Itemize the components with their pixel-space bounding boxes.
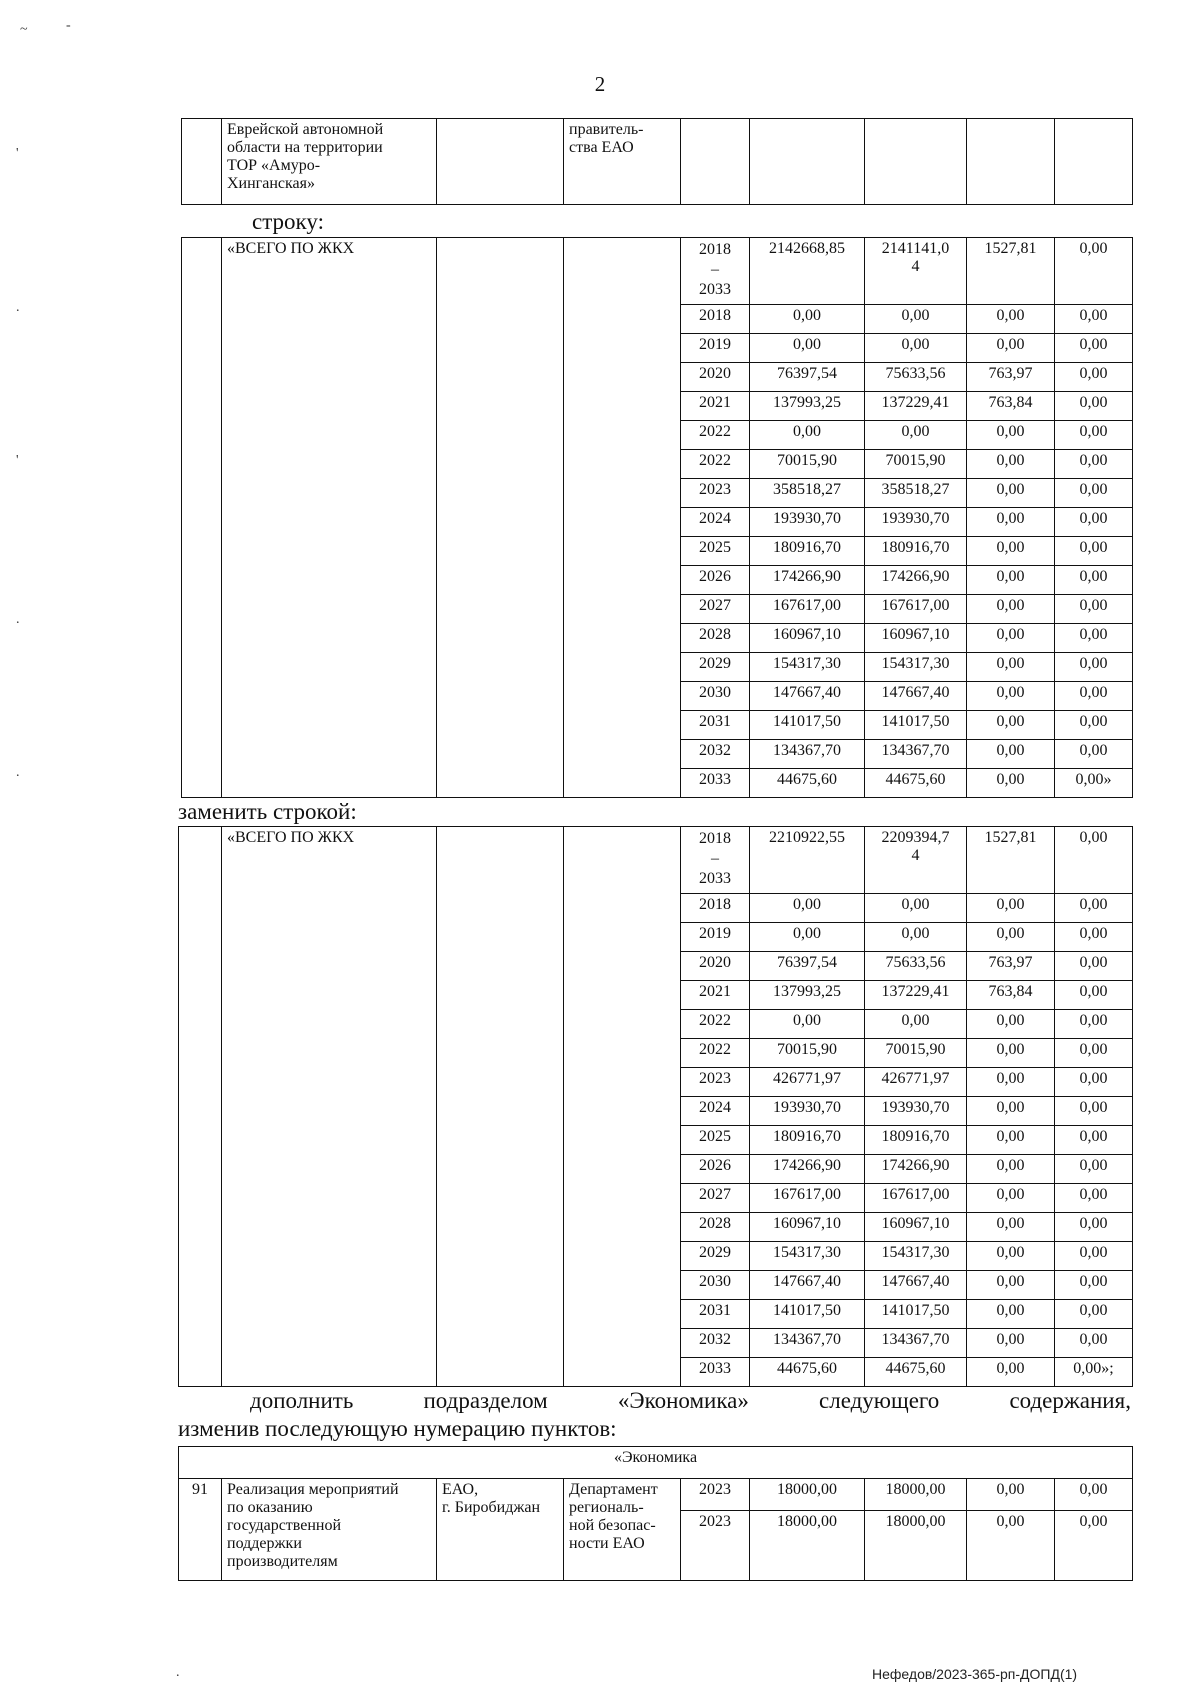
value-cell: 180916,70 — [750, 1126, 865, 1155]
place-cell — [437, 827, 564, 1387]
value-cell: 0,00 — [967, 1184, 1055, 1213]
value-cell: 0,00 — [1055, 923, 1133, 952]
value-cell: 0,00 — [750, 1010, 865, 1039]
scan-mark: . — [176, 1665, 180, 1680]
year-cell: 2027 — [681, 595, 750, 624]
year-cell: 2021 — [681, 392, 750, 421]
value-cell: 141017,50 — [865, 1300, 967, 1329]
value-part: 4 — [911, 847, 920, 864]
value-cell: 180916,70 — [865, 537, 967, 566]
value-cell: 0,00 — [967, 1126, 1055, 1155]
value-cell: 0,00 — [865, 1010, 967, 1039]
value-cell: 0,00 — [967, 334, 1055, 363]
addition-first-line — [178, 1387, 1131, 1415]
year-from: 2018 — [699, 830, 731, 847]
value-cell: 76397,54 — [750, 952, 865, 981]
value-cell — [967, 119, 1055, 205]
scan-mark: ~ — [20, 22, 28, 37]
year-cell: 2022 — [681, 450, 750, 479]
value-cell: 0,00 — [865, 421, 967, 450]
value-cell: 0,00 — [1055, 305, 1133, 334]
place-line: ЕАО, — [442, 1481, 479, 1498]
value-cell: 0,00 — [967, 450, 1055, 479]
value-cell: 0,00 — [1055, 894, 1133, 923]
executor-cell — [564, 238, 681, 798]
total-value-cell: 2142668,85 — [750, 238, 865, 305]
value-cell: 167617,00 — [750, 1184, 865, 1213]
total-value-cell: 0,00 — [1055, 238, 1133, 305]
scan-mark: ' — [16, 453, 19, 468]
value-cell: 180916,70 — [750, 537, 865, 566]
value-cell: 70015,90 — [865, 450, 967, 479]
scan-mark: . — [16, 765, 20, 780]
place-cell — [437, 1479, 564, 1581]
year-cell: 2023 — [681, 1479, 750, 1511]
value-cell: 0,00 — [967, 1479, 1055, 1511]
block-title: «ВСЕГО ПО ЖКХ — [227, 240, 355, 257]
value-cell: 0,00 — [967, 740, 1055, 769]
value-cell: 0,00 — [967, 711, 1055, 740]
year-cell: 2022 — [681, 1010, 750, 1039]
year-to: 2033 — [699, 870, 731, 887]
value-cell: 0,00 — [1055, 1184, 1133, 1213]
value-part: 2141141,0 — [881, 240, 950, 257]
value-cell: 0,00 — [967, 653, 1055, 682]
value-part: 4 — [911, 258, 920, 275]
footer-code: Нефедов/2023-365-рп-ДОПД(1) — [872, 1666, 1078, 1682]
value-cell: 0,00 — [1055, 1300, 1133, 1329]
value-cell: 0,00 — [1055, 566, 1133, 595]
year-range-cell — [681, 238, 750, 305]
year-cell: 2019 — [681, 923, 750, 952]
section-title: «Экономика — [179, 1447, 1133, 1479]
value-cell: 426771,97 — [750, 1068, 865, 1097]
value-cell: 763,97 — [967, 952, 1055, 981]
year-dash: – — [711, 850, 719, 867]
value-cell: 193930,70 — [750, 1097, 865, 1126]
executor-line: региональ- — [569, 1499, 644, 1516]
value-cell: 0,00 — [865, 923, 967, 952]
value-cell: 0,00 — [865, 894, 967, 923]
year-cell: 2031 — [681, 1300, 750, 1329]
value-cell: 0,00 — [1055, 1511, 1133, 1581]
old-total-table — [181, 237, 1133, 798]
value-cell: 0,00 — [1055, 392, 1133, 421]
value-cell: 44675,60 — [865, 1358, 967, 1387]
value-cell: 18000,00 — [865, 1479, 967, 1511]
continuation-row — [182, 119, 1133, 205]
year-cell: 2022 — [681, 421, 750, 450]
value-cell: 0,00 — [1055, 363, 1133, 392]
value-cell: 154317,30 — [865, 653, 967, 682]
year-cell: 2032 — [681, 740, 750, 769]
value-cell: 0,00 — [1055, 334, 1133, 363]
value-cell — [750, 119, 865, 205]
name-cell — [222, 827, 437, 1387]
value-cell: 0,00 — [967, 894, 1055, 923]
value-cell: 167617,00 — [865, 1184, 967, 1213]
value-cell: 174266,90 — [865, 1155, 967, 1184]
value-cell: 141017,50 — [865, 711, 967, 740]
value-cell: 18000,00 — [750, 1511, 865, 1581]
value-cell: 0,00 — [967, 1068, 1055, 1097]
value-cell: 0,00 — [967, 421, 1055, 450]
value-cell: 0,00 — [1055, 682, 1133, 711]
year-cell: 2032 — [681, 1329, 750, 1358]
value-cell: 147667,40 — [750, 1271, 865, 1300]
value-part: 2209394,7 — [881, 829, 950, 846]
value-cell: 147667,40 — [750, 682, 865, 711]
word: «Экономика» — [617, 1388, 749, 1413]
word: содержания, — [1009, 1388, 1131, 1413]
name-line: Хинганская» — [227, 175, 315, 192]
value-cell: 0,00 — [1055, 1039, 1133, 1068]
value-cell: 0,00 — [1055, 653, 1133, 682]
value-cell: 0,00» — [1055, 769, 1133, 798]
value-cell: 167617,00 — [865, 595, 967, 624]
value-cell: 0,00 — [1055, 537, 1133, 566]
value-cell: 763,84 — [967, 392, 1055, 421]
year-cell: 2026 — [681, 1155, 750, 1184]
value-cell: 160967,10 — [750, 624, 865, 653]
addition-second-line: изменив последующую нумерацию пунктов: — [178, 1416, 617, 1441]
value-cell: 0,00 — [1055, 952, 1133, 981]
value-cell: 0,00 — [967, 1010, 1055, 1039]
year-to: 2033 — [699, 281, 731, 298]
value-cell: 0,00 — [1055, 1126, 1133, 1155]
scan-mark: ' — [16, 146, 19, 161]
total-row — [179, 827, 1133, 894]
addition-paragraph — [178, 1387, 1131, 1443]
year-cell: 2031 — [681, 711, 750, 740]
page-number: 2 — [594, 72, 606, 96]
value-cell: 193930,70 — [865, 1097, 967, 1126]
value-cell: 76397,54 — [750, 363, 865, 392]
value-cell: 70015,90 — [750, 450, 865, 479]
word: следующего — [819, 1388, 940, 1413]
value-cell: 154317,30 — [865, 1242, 967, 1271]
name-line: поддержки — [227, 1535, 302, 1552]
intro-new: заменить строкой: — [178, 799, 357, 824]
total-row — [182, 238, 1133, 305]
value-cell: 0,00 — [750, 923, 865, 952]
value-cell: 193930,70 — [865, 508, 967, 537]
economy-table — [178, 1446, 1133, 1581]
value-cell: 134367,70 — [750, 1329, 865, 1358]
year-cell: 2022 — [681, 1039, 750, 1068]
continuation-table — [181, 118, 1133, 205]
value-cell: 0,00 — [967, 508, 1055, 537]
value-cell: 0,00 — [967, 595, 1055, 624]
value-cell: 174266,90 — [750, 566, 865, 595]
name-line: Реализация мероприятий — [227, 1481, 399, 1498]
value-cell: 0,00 — [967, 923, 1055, 952]
value-cell: 147667,40 — [865, 682, 967, 711]
value-cell: 0,00 — [1055, 421, 1133, 450]
value-cell: 75633,56 — [865, 952, 967, 981]
value-cell: 0,00 — [1055, 1097, 1133, 1126]
value-cell: 154317,30 — [750, 1242, 865, 1271]
value-cell: 0,00 — [1055, 1155, 1133, 1184]
year-cell: 2024 — [681, 508, 750, 537]
place-cell — [437, 119, 564, 205]
year-cell: 2020 — [681, 363, 750, 392]
year-cell: 2018 — [681, 305, 750, 334]
scan-mark: - — [66, 18, 71, 33]
value-cell — [865, 119, 967, 205]
total-value-cell: 1527,81 — [967, 827, 1055, 894]
new-total-table — [178, 826, 1133, 1387]
year-cell: 2021 — [681, 981, 750, 1010]
value-cell: 141017,50 — [750, 1300, 865, 1329]
value-cell: 0,00 — [967, 1155, 1055, 1184]
value-cell: 137229,41 — [865, 981, 967, 1010]
value-cell: 180916,70 — [865, 1126, 967, 1155]
year-cell: 2026 — [681, 566, 750, 595]
executor-line: ности ЕАО — [569, 1535, 645, 1552]
year-cell: 2029 — [681, 653, 750, 682]
name-line: области на территории — [227, 139, 383, 156]
total-value-cell — [865, 238, 967, 305]
value-cell: 137229,41 — [865, 392, 967, 421]
year-cell: 2033 — [681, 769, 750, 798]
value-cell: 0,00 — [865, 305, 967, 334]
value-cell: 0,00 — [1055, 1479, 1133, 1511]
item-number: 91 — [179, 1479, 222, 1581]
value-cell: 0,00 — [967, 1097, 1055, 1126]
value-cell: 0,00 — [967, 624, 1055, 653]
value-cell: 0,00 — [1055, 1271, 1133, 1300]
executor-cell — [564, 1479, 681, 1581]
place-line: г. Биробиджан — [442, 1499, 541, 1516]
executor-cell — [564, 119, 681, 205]
year-cell: 2028 — [681, 1213, 750, 1242]
block-title: «ВСЕГО ПО ЖКХ — [227, 829, 355, 846]
value-cell: 0,00 — [967, 566, 1055, 595]
name-line: производителям — [227, 1553, 338, 1570]
value-cell: 0,00 — [1055, 711, 1133, 740]
value-cell: 134367,70 — [865, 740, 967, 769]
value-cell: 0,00 — [1055, 508, 1133, 537]
value-cell: 0,00 — [750, 894, 865, 923]
value-cell: 137993,25 — [750, 392, 865, 421]
value-cell: 160967,10 — [750, 1213, 865, 1242]
word: дополнить — [250, 1388, 354, 1413]
intro-old: строку: — [252, 209, 324, 234]
name-cell — [222, 238, 437, 798]
executor-line: Департамент — [569, 1481, 658, 1498]
executor-line: ства ЕАО — [569, 139, 634, 156]
value-cell: 358518,27 — [750, 479, 865, 508]
value-cell: 0,00 — [865, 334, 967, 363]
value-cell: 0,00 — [750, 305, 865, 334]
name-line: государственной — [227, 1517, 342, 1534]
value-cell: 0,00 — [1055, 450, 1133, 479]
year-cell: 2020 — [681, 952, 750, 981]
year-cell: 2024 — [681, 1097, 750, 1126]
value-cell: 44675,60 — [865, 769, 967, 798]
value-cell: 134367,70 — [865, 1329, 967, 1358]
year-from: 2018 — [699, 241, 731, 258]
word: подразделом — [423, 1388, 548, 1413]
value-cell: 0,00 — [1055, 1010, 1133, 1039]
executor-cell — [564, 827, 681, 1387]
value-cell: 174266,90 — [865, 566, 967, 595]
value-cell: 426771,97 — [865, 1068, 967, 1097]
value-cell: 0,00 — [967, 682, 1055, 711]
year-cell: 2033 — [681, 1358, 750, 1387]
place-cell — [437, 238, 564, 798]
value-cell: 174266,90 — [750, 1155, 865, 1184]
value-cell: 0,00 — [1055, 1068, 1133, 1097]
year-cell: 2027 — [681, 1184, 750, 1213]
total-value-cell: 2210922,55 — [750, 827, 865, 894]
value-cell: 0,00 — [967, 1213, 1055, 1242]
value-cell: 137993,25 — [750, 981, 865, 1010]
value-cell: 18000,00 — [865, 1511, 967, 1581]
value-cell: 0,00 — [1055, 1213, 1133, 1242]
value-cell: 0,00 — [1055, 1242, 1133, 1271]
value-cell: 0,00 — [967, 1242, 1055, 1271]
number-cell — [182, 119, 222, 205]
name-line: ТОР «Амуро- — [227, 157, 321, 174]
value-cell: 0,00 — [967, 1329, 1055, 1358]
value-cell: 154317,30 — [750, 653, 865, 682]
executor-line: правитель- — [569, 121, 644, 138]
value-cell: 70015,90 — [865, 1039, 967, 1068]
year-cell: 2023 — [681, 479, 750, 508]
value-cell: 0,00 — [1055, 595, 1133, 624]
year-cell: 2029 — [681, 1242, 750, 1271]
year-cell: 2018 — [681, 894, 750, 923]
value-cell: 160967,10 — [865, 624, 967, 653]
year-cell: 2030 — [681, 1271, 750, 1300]
total-value-cell: 1527,81 — [967, 238, 1055, 305]
name-cell — [222, 1479, 437, 1581]
total-value-cell — [865, 827, 967, 894]
total-value-cell: 0,00 — [1055, 827, 1133, 894]
year-cell: 2023 — [681, 1511, 750, 1581]
value-cell: 0,00 — [967, 1271, 1055, 1300]
year-cell: 2028 — [681, 624, 750, 653]
value-cell: 0,00 — [967, 479, 1055, 508]
executor-line: ной безопас- — [569, 1517, 656, 1534]
year-cell: 2025 — [681, 1126, 750, 1155]
value-cell: 141017,50 — [750, 711, 865, 740]
value-cell: 0,00 — [967, 1358, 1055, 1387]
value-cell: 0,00 — [967, 1300, 1055, 1329]
value-cell: 193930,70 — [750, 508, 865, 537]
scan-mark: . — [16, 300, 20, 315]
value-cell: 44675,60 — [750, 769, 865, 798]
value-cell — [1055, 119, 1133, 205]
number-cell — [182, 238, 222, 798]
value-cell: 763,97 — [967, 363, 1055, 392]
value-cell: 70015,90 — [750, 1039, 865, 1068]
year-range-cell — [681, 827, 750, 894]
value-cell: 0,00 — [967, 769, 1055, 798]
value-cell: 0,00 — [1055, 479, 1133, 508]
value-cell: 0,00 — [1055, 740, 1133, 769]
table-row — [179, 1479, 1133, 1511]
year-cell: 2023 — [681, 1068, 750, 1097]
scan-mark: . — [16, 612, 20, 627]
name-line: по оказанию — [227, 1499, 313, 1516]
value-cell: 0,00 — [967, 1039, 1055, 1068]
number-cell — [179, 827, 222, 1387]
name-cell — [222, 119, 437, 205]
value-cell: 0,00 — [750, 334, 865, 363]
value-cell: 44675,60 — [750, 1358, 865, 1387]
value-cell: 0,00 — [967, 1511, 1055, 1581]
year-cell — [681, 119, 750, 205]
value-cell: 0,00 — [967, 537, 1055, 566]
year-dash: – — [711, 261, 719, 278]
value-cell: 167617,00 — [750, 595, 865, 624]
year-cell: 2019 — [681, 334, 750, 363]
value-cell: 0,00 — [750, 421, 865, 450]
value-cell: 18000,00 — [750, 1479, 865, 1511]
value-cell: 0,00 — [1055, 1329, 1133, 1358]
year-cell: 2030 — [681, 682, 750, 711]
value-cell: 763,84 — [967, 981, 1055, 1010]
value-cell: 358518,27 — [865, 479, 967, 508]
value-cell: 0,00 — [967, 305, 1055, 334]
value-cell: 75633,56 — [865, 363, 967, 392]
value-cell: 0,00 — [1055, 624, 1133, 653]
value-cell: 160967,10 — [865, 1213, 967, 1242]
value-cell: 134367,70 — [750, 740, 865, 769]
value-cell: 0,00»; — [1055, 1358, 1133, 1387]
year-cell: 2025 — [681, 537, 750, 566]
value-cell: 147667,40 — [865, 1271, 967, 1300]
value-cell: 0,00 — [1055, 981, 1133, 1010]
section-header-row — [179, 1447, 1133, 1479]
name-line: Еврейской автономной — [227, 121, 384, 138]
